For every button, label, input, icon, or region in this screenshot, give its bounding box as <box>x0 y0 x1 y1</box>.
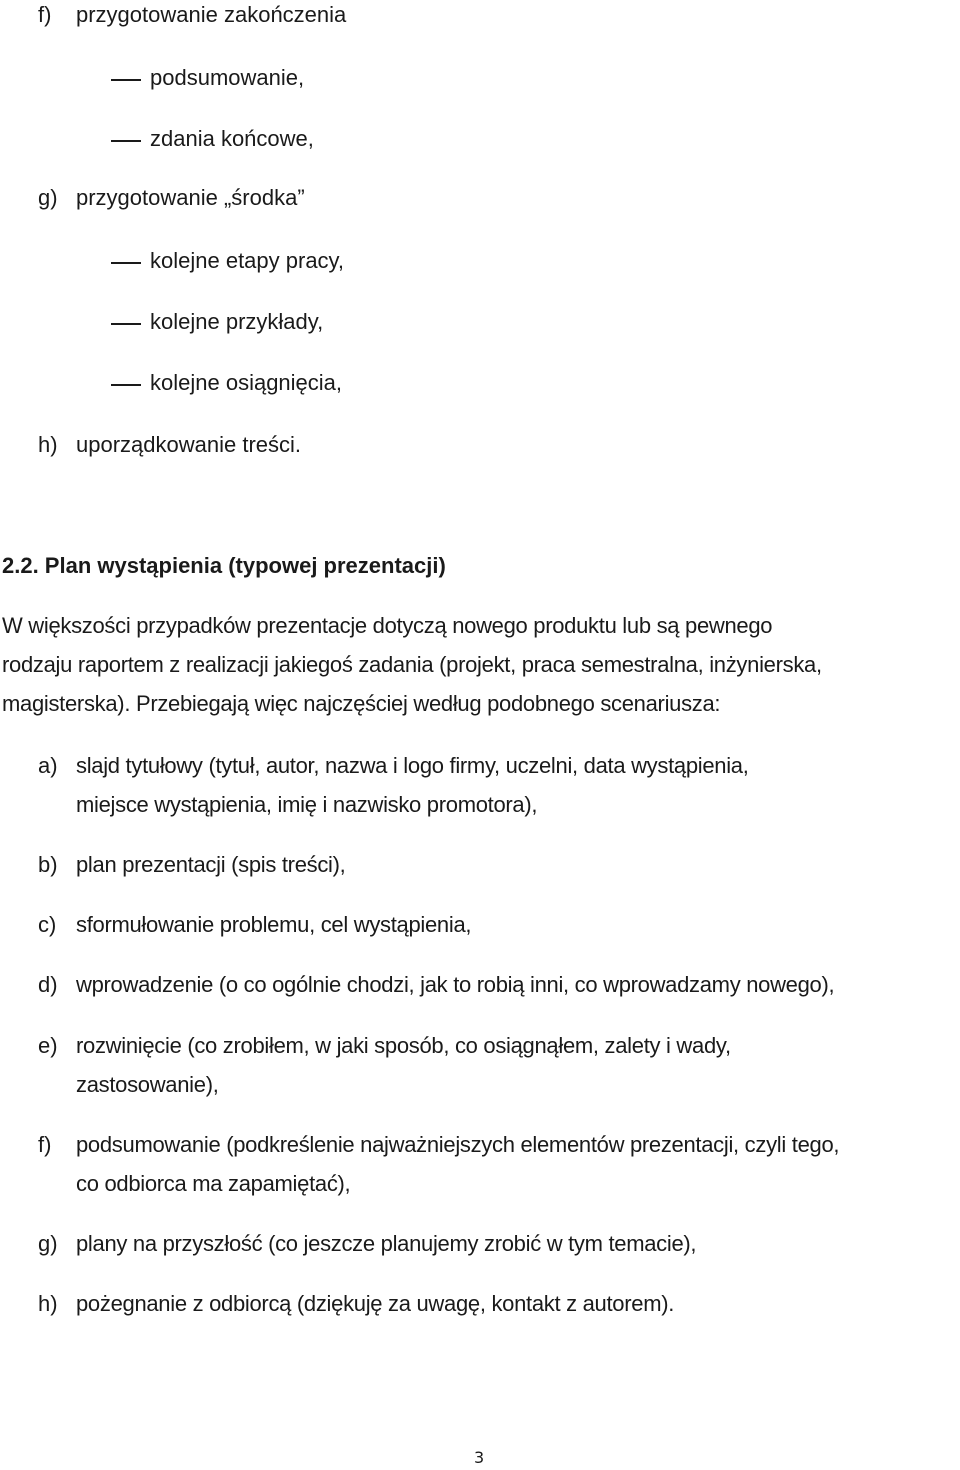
plan-item-b: plan prezentacji (spis treści), <box>76 852 346 877</box>
plan-marker-e: e) <box>38 1033 58 1058</box>
plan-item-h: pożegnanie z odbiorcą (dziękuję za uwagę, kontakt z autorem). <box>76 1291 675 1316</box>
plan-item-a-cont: miejsce wystąpienia, imię i nazwisko promotora), <box>76 792 538 817</box>
dash-bullet <box>111 79 141 81</box>
plan-marker-f: f) <box>38 1132 52 1157</box>
dash-bullet <box>111 140 141 142</box>
list-marker-f: f) <box>38 2 52 27</box>
plan-item-f: podsumowanie (podkreślenie najważniejszych elementów prezentacji, czyli tego, <box>76 1132 840 1157</box>
plan-item-d: wprowadzenie (o co ogólnie chodzi, jak to robią inni, co wprowadzamy nowego), <box>76 972 835 997</box>
list-item-h: uporządkowanie treści. <box>76 432 302 457</box>
plan-marker-a: a) <box>38 753 58 778</box>
plan-item-f-cont: co odbiorca ma zapamiętać), <box>76 1171 351 1196</box>
paragraph-line: W większości przypadków prezentacje dotyczą nowego produktu lub są pewnego <box>2 613 773 638</box>
plan-item-e: rozwinięcie (co zrobiłem, w jaki sposób, co osiągnąłem, zalety i wady, <box>76 1033 731 1058</box>
paragraph-line: rodzaju raportem z realizacji jakiegoś zadania (projekt, praca semestralna, inżynierska, <box>2 652 822 677</box>
plan-item-e-cont: zastosowanie), <box>76 1072 219 1097</box>
plan-item-g: plany na przyszłość (co jeszcze planujemy zrobić w tym temacie), <box>76 1231 697 1256</box>
dash-bullet <box>111 262 141 264</box>
sub-item: podsumowanie, <box>150 65 305 90</box>
dash-bullet <box>111 384 141 386</box>
sub-item: zdania końcowe, <box>150 126 314 151</box>
sub-item: kolejne przykłady, <box>150 309 324 334</box>
list-item-g: przygotowanie „środka” <box>76 185 305 210</box>
plan-item-a: slajd tytułowy (tytuł, autor, nazwa i logo firmy, uczelni, data wystąpienia, <box>76 753 749 778</box>
plan-marker-b: b) <box>38 852 58 877</box>
plan-marker-d: d) <box>38 972 58 997</box>
page-number: 3 <box>474 1448 485 1467</box>
plan-item-c: sformułowanie problemu, cel wystąpienia, <box>76 912 472 937</box>
plan-marker-h: h) <box>38 1291 58 1316</box>
list-item-f: przygotowanie zakończenia <box>76 2 347 27</box>
sub-item: kolejne osiągnięcia, <box>150 370 343 395</box>
list-marker-h: h) <box>38 432 58 457</box>
paragraph-line: magisterska). Przebiegają więc najczęściej według podobnego scenariusza: <box>2 691 721 716</box>
sub-item: kolejne etapy pracy, <box>150 248 345 273</box>
plan-marker-g: g) <box>38 1231 58 1256</box>
section-heading: 2.2. Plan wystąpienia (typowej prezentacji) <box>2 553 446 578</box>
plan-marker-c: c) <box>38 912 57 937</box>
dash-bullet <box>111 323 141 325</box>
list-marker-g: g) <box>38 185 58 210</box>
